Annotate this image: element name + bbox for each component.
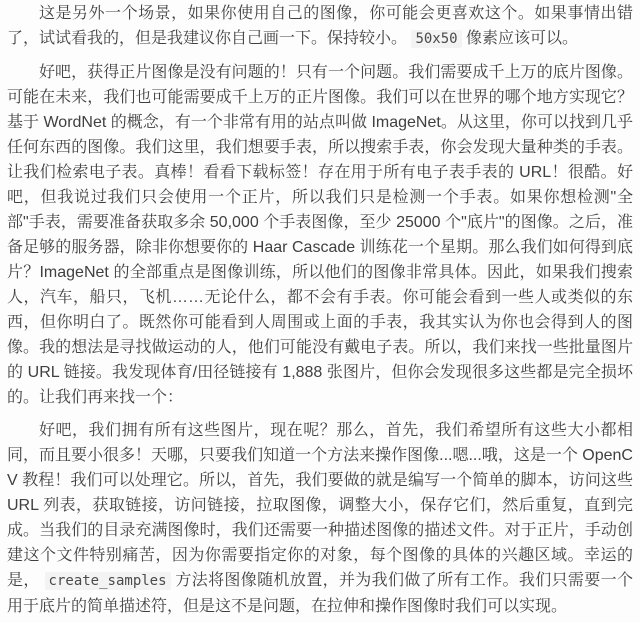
text-run: 好吧，我们拥有所有这些图片，现在呢？那么，首先，我们希望所有这些大小都相同，而且要小很多！天哪，只要我们知道一个方法来操作图像...嗯...哦，这是一个 OpenCV 教程！我们可以处理它。所以，首先，我们要做的就是编写一个简单的脚本，访问这些 URL 列表，获取链接，访问链接，拉取图像，调整大小，保存它们，然后重复，直到完成。当我们的目录充满图像时，我们还需要一种描述图像的描述文件。对于正片，手动创建这个文件特别痛苦，因为你需要指定你的对象，每个图像的具体的兴趣区域。幸运的是， [7, 422, 633, 589]
text-run: 这是另外一个场景，如果你使用自己的图像，你可能会更喜欢这个。如果事情出错了，试试看我的，但是我建议你自己画一下。保持较小。 [7, 5, 633, 47]
text-run: 像素应该可以。 [461, 30, 579, 47]
text-run: 好吧，获得正片图像是没有问题的！只有一个问题。我们需要成千上万的底片图像。可能在未来，我们也可能需要成千上万的正片图像。我们可以在世界的哪个地方实现它？基于 WordNet 的概念，有一个非常有用的站点叫做 ImageNet。从这里，你可以找到几乎任何东西的图像。我们这里，我们想要手表，所以搜索手表，你会发现大量种类的手表。让我们检索电子表。真棒！看看下载标签！存在用于所有电子表手表的 URL！很酷。好吧，但我说过我们只会使用一个正片，所以我们只是检测一个手表。如果你想检测"全部"手表，需要准备获取多余 50,000 个手表图像，至少 25000 个"底片"的图像。之后，准备足够的服务器，除非你想要你的 Haar Cascade 训练花一个星期。那么我们如何得到底片？ImageNet 的全部重点是图像训练，所以他们的图像非常具体。因此，如果我们搜索人，汽车，船只，飞机……无论什么，都不会有手表。你可能会看到一些人或类似的东西，但你明白了。既然你可能看到人周围或上面的手表，我其实认为你也会得到人的图像。我的想法是寻找做运动的人，他们可能没有戴电子表。所以，我们来找一些批量图片的 URL 链接。我发现体育/田径链接有 1,888 张图片，但你会发现很多这些都是完全损坏的。让我们再来找一个： [7, 64, 633, 406]
inline-code: create_samples [45, 572, 171, 590]
inline-code: 50x50 [411, 30, 461, 48]
text-run: 方法将图像随机放置，并为我们做了所有工作。我们只需要一个用于底片的简单描述符，但是这不是问题，在拉伸和操作图像时我们可以实现。 [7, 572, 633, 615]
paragraph-3 [7, 418, 633, 619]
paragraph-2 [7, 60, 633, 410]
paragraph-1 [7, 1, 633, 52]
